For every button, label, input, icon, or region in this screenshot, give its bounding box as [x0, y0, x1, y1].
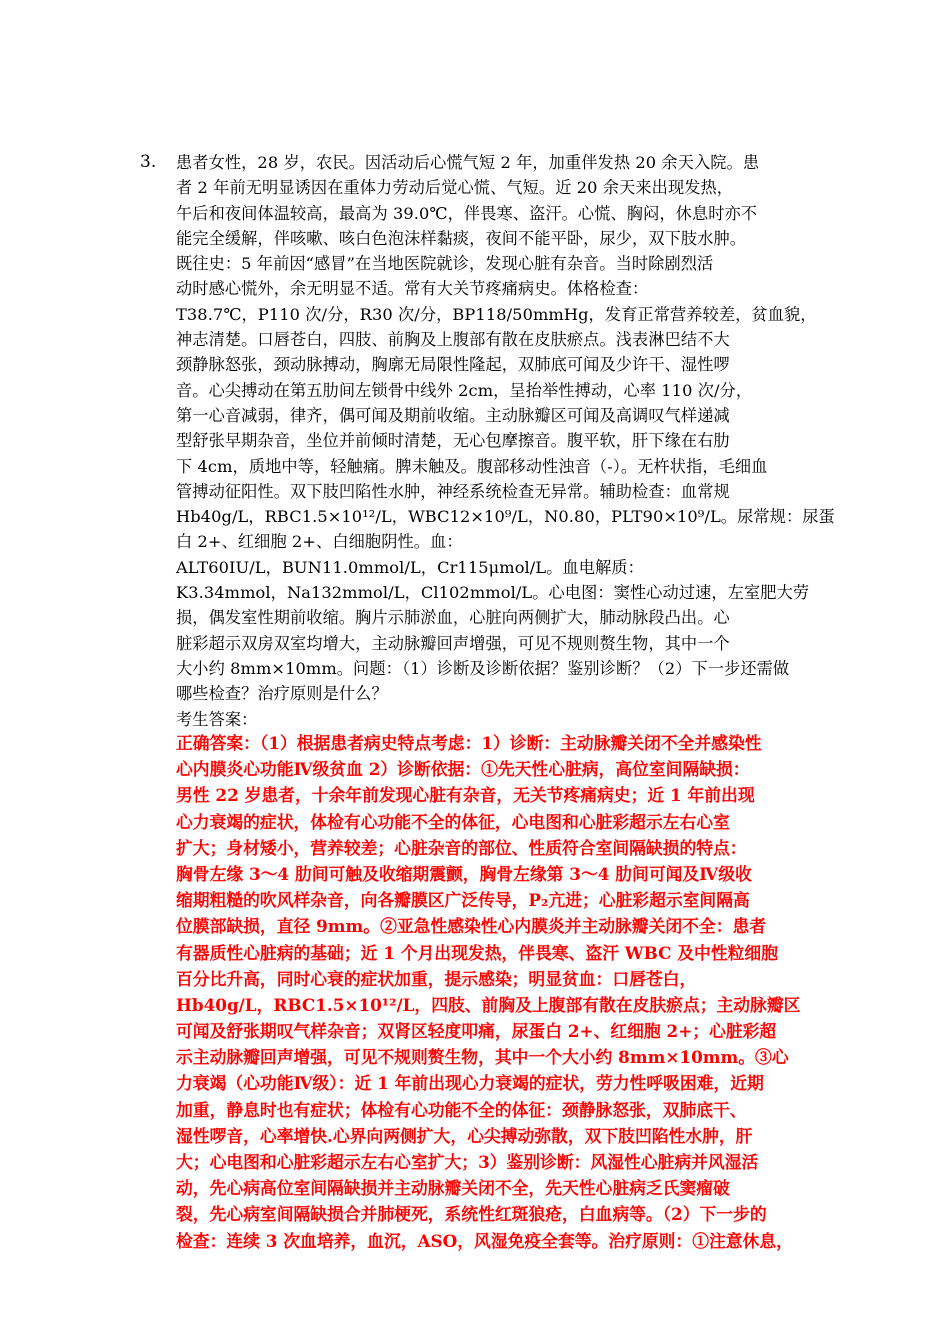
correct-answer-body: [176, 730, 836, 1254]
answer-line: 心力衰竭的症状，体检有心功能不全的体征，心电图和心脏彩超示左右心室: [176, 811, 730, 832]
question-line: 午后和夜间体温较高，最高为 39.0℃，伴畏寒、盗汗。心慌、胸闷，休息时亦不: [176, 203, 758, 223]
answer-line: 大；心电图和心脏彩超示左右心室扩大；3）鉴别诊断：风湿性心脏病并风湿活: [176, 1152, 759, 1172]
answer-line: 百分比升高，同时心衰的症状加重，提示感染；明显贫血：口唇苍白，: [176, 968, 697, 989]
question-line: 白 2+、红细胞 2+、白细胞阴性。血：: [176, 532, 463, 552]
answer-line: 男性 22 岁患者，十余年前发现心脏有杂音，无关节疼痛病史；近 1 年前出现: [176, 785, 755, 806]
question-line: 颈静脉怒张，颈动脉搏动，胸廓无局限性隆起，双肺底可闻及少许干、湿性啰: [176, 355, 730, 375]
answer-line: 有器质性心脏病的基础；近 1 个月出现发热，伴畏寒、盗汗 WBC 及中性粒细胞: [176, 942, 778, 963]
question-line: K3.34mmol，Na132mmol/L，Cl102mmol/L。心电图：窦性心动过速，左室肥大劳: [176, 583, 810, 603]
question-body: [176, 150, 836, 732]
answer-line: 检查：连续 3 次血培养，血沉，ASO，风湿免疫全套等。治疗原则：①注意休息，: [176, 1230, 793, 1251]
question-line: 脏彩超示双房双室均增大，主动脉瓣回声增强，可见不规则赘生物，其中一个: [176, 633, 730, 653]
question-line: 型舒张早期杂音，坐位并前倾时清楚，无心包摩擦音。腹平软，肝下缘在右肋: [176, 431, 730, 451]
question-line: 音。心尖搏动在第五肋间左锁骨中线外 2cm，呈抬举性搏动，心率 110 次/分，: [176, 380, 753, 400]
answer-line: 缩期粗糙的吹风样杂音，向各瓣膜区广泛传导，P₂亢进；心脏彩超示室间隔高: [176, 890, 750, 911]
answer-line: 力衰竭（心功能Ⅳ级）：近 1 年前出现心力衰竭的症状，劳力性呼吸困难，近期: [176, 1073, 764, 1094]
answer-line: Hb40g/L，RBC1.5×10¹²/L，四肢、前胸及上腹部有散在皮肤瘀点；主动脉瓣区: [176, 994, 801, 1015]
question-line: 动时感心慌外，余无明显不适。常有大关节疼痛病史。体格检查：: [176, 279, 649, 299]
answer-line: 示主动脉瓣回声增强，可见不规则赘生物，其中一个大小约 8mm×10mm。③心: [176, 1047, 789, 1068]
question-line: Hb40g/L，RBC1.5×10¹²/L，WBC12×10⁹/L，N0.80，PLT90×10⁹/L。尿常规：尿蛋: [176, 507, 835, 527]
question-line: 能完全缓解，伴咳嗽、咳白色泡沫样黏痰，夜间不能平卧，尿少，双下肢水肿。: [176, 228, 747, 248]
answer-line: 胸骨左缘 3～4 肋间可触及收缩期震颤，胸骨左缘第 3～4 肋间可闻及Ⅳ级收: [176, 863, 752, 884]
answer-line: 湿性啰音，心率增快.心界向两侧扩大，心尖搏动弥散，双下肢凹陷性水肿，肝: [176, 1125, 753, 1146]
answer-line: 动，先心病高位室间隔缺损并主动脉瓣关闭不全，先天性心脏病乏氏窦瘤破: [176, 1178, 730, 1199]
answer-line: 扩大；身材矮小，营养较差；心脏杂音的部位、性质符合室间隔缺损的特点：: [176, 837, 747, 858]
question-number: 3.: [140, 152, 157, 172]
question-line: 大小约 8mm×10mm。问题：（1）诊断及诊断依据？鉴别诊断？（2）下一步还需做: [176, 658, 790, 678]
answer-line: 心内膜炎心功能Ⅳ级贫血 2）诊断依据：①先天性心脏病，高位室间隔缺损：: [176, 759, 750, 780]
question-line: 既往史：5 年前因“感冒”在当地医院就诊，发现心脏有杂音。当时除剧烈活: [176, 254, 714, 274]
question-line: 哪些检查？治疗原则是什么？: [176, 684, 388, 704]
question-line: T38.7℃，P110 次/分，R30 次/分，BP118/50mmHg，发育正常营养较差，贫血貌，: [176, 304, 817, 324]
answer-line: 加重，静息时也有症状；体检有心功能不全的体征：颈静脉怒张，双肺底干、: [176, 1099, 747, 1120]
question-line: ALT60IU/L，BUN11.0mmol/L，Cr115μmol/L。血电解质：: [176, 557, 644, 577]
question-line: 神志清楚。口唇苍白，四肢、前胸及上腹部有散在皮肤瘀点。浅表淋巴结不大: [176, 330, 730, 350]
answer-line: 正确答案：（1）根据患者病史特点考虑：1）诊断：主动脉瓣关闭不全并感染性: [176, 733, 762, 753]
question-line: 第一心音减弱，律齐，偶可闻及期前收缩。主动脉瓣区可闻及高调叹气样递减: [176, 405, 730, 425]
question-line: 管搏动征阳性。双下肢凹陷性水肿，神经系统检查无异常。辅助检查：血常规: [176, 481, 730, 501]
examinee-answer-label: 考生答案：: [176, 709, 258, 729]
question-line: 者 2 年前无明显诱因在重体力劳动后觉心慌、气短。近 20 余天来出现发热，: [176, 178, 734, 198]
question-line: 下 4cm，质地中等，轻触痛。脾未触及。腹部移动性浊音（-）。无杵状指，毛细血: [176, 456, 768, 476]
answer-line: 可闻及舒张期叹气样杂音；双肾区轻度叩痛，尿蛋白 2+、红细胞 2+；心脏彩超: [176, 1021, 777, 1042]
answer-line: 位膜部缺损，直径 9mm。②亚急性感染性心内膜炎并主动脉瓣关闭不全：患者: [176, 916, 767, 937]
answer-line: 裂，先心病室间隔缺损合并肺梗死，系统性红斑狼疮，白血病等。（2）下一步的: [176, 1204, 767, 1225]
question-line: 患者女性，28 岁，农民。因活动后心慌气短 2 年，加重伴发热 20 余天入院。患: [176, 153, 760, 172]
question-line: 损，偶发室性期前收缩。胸片示肺淤血，心脏向两侧扩大，肺动脉段凸出。心: [176, 608, 730, 628]
